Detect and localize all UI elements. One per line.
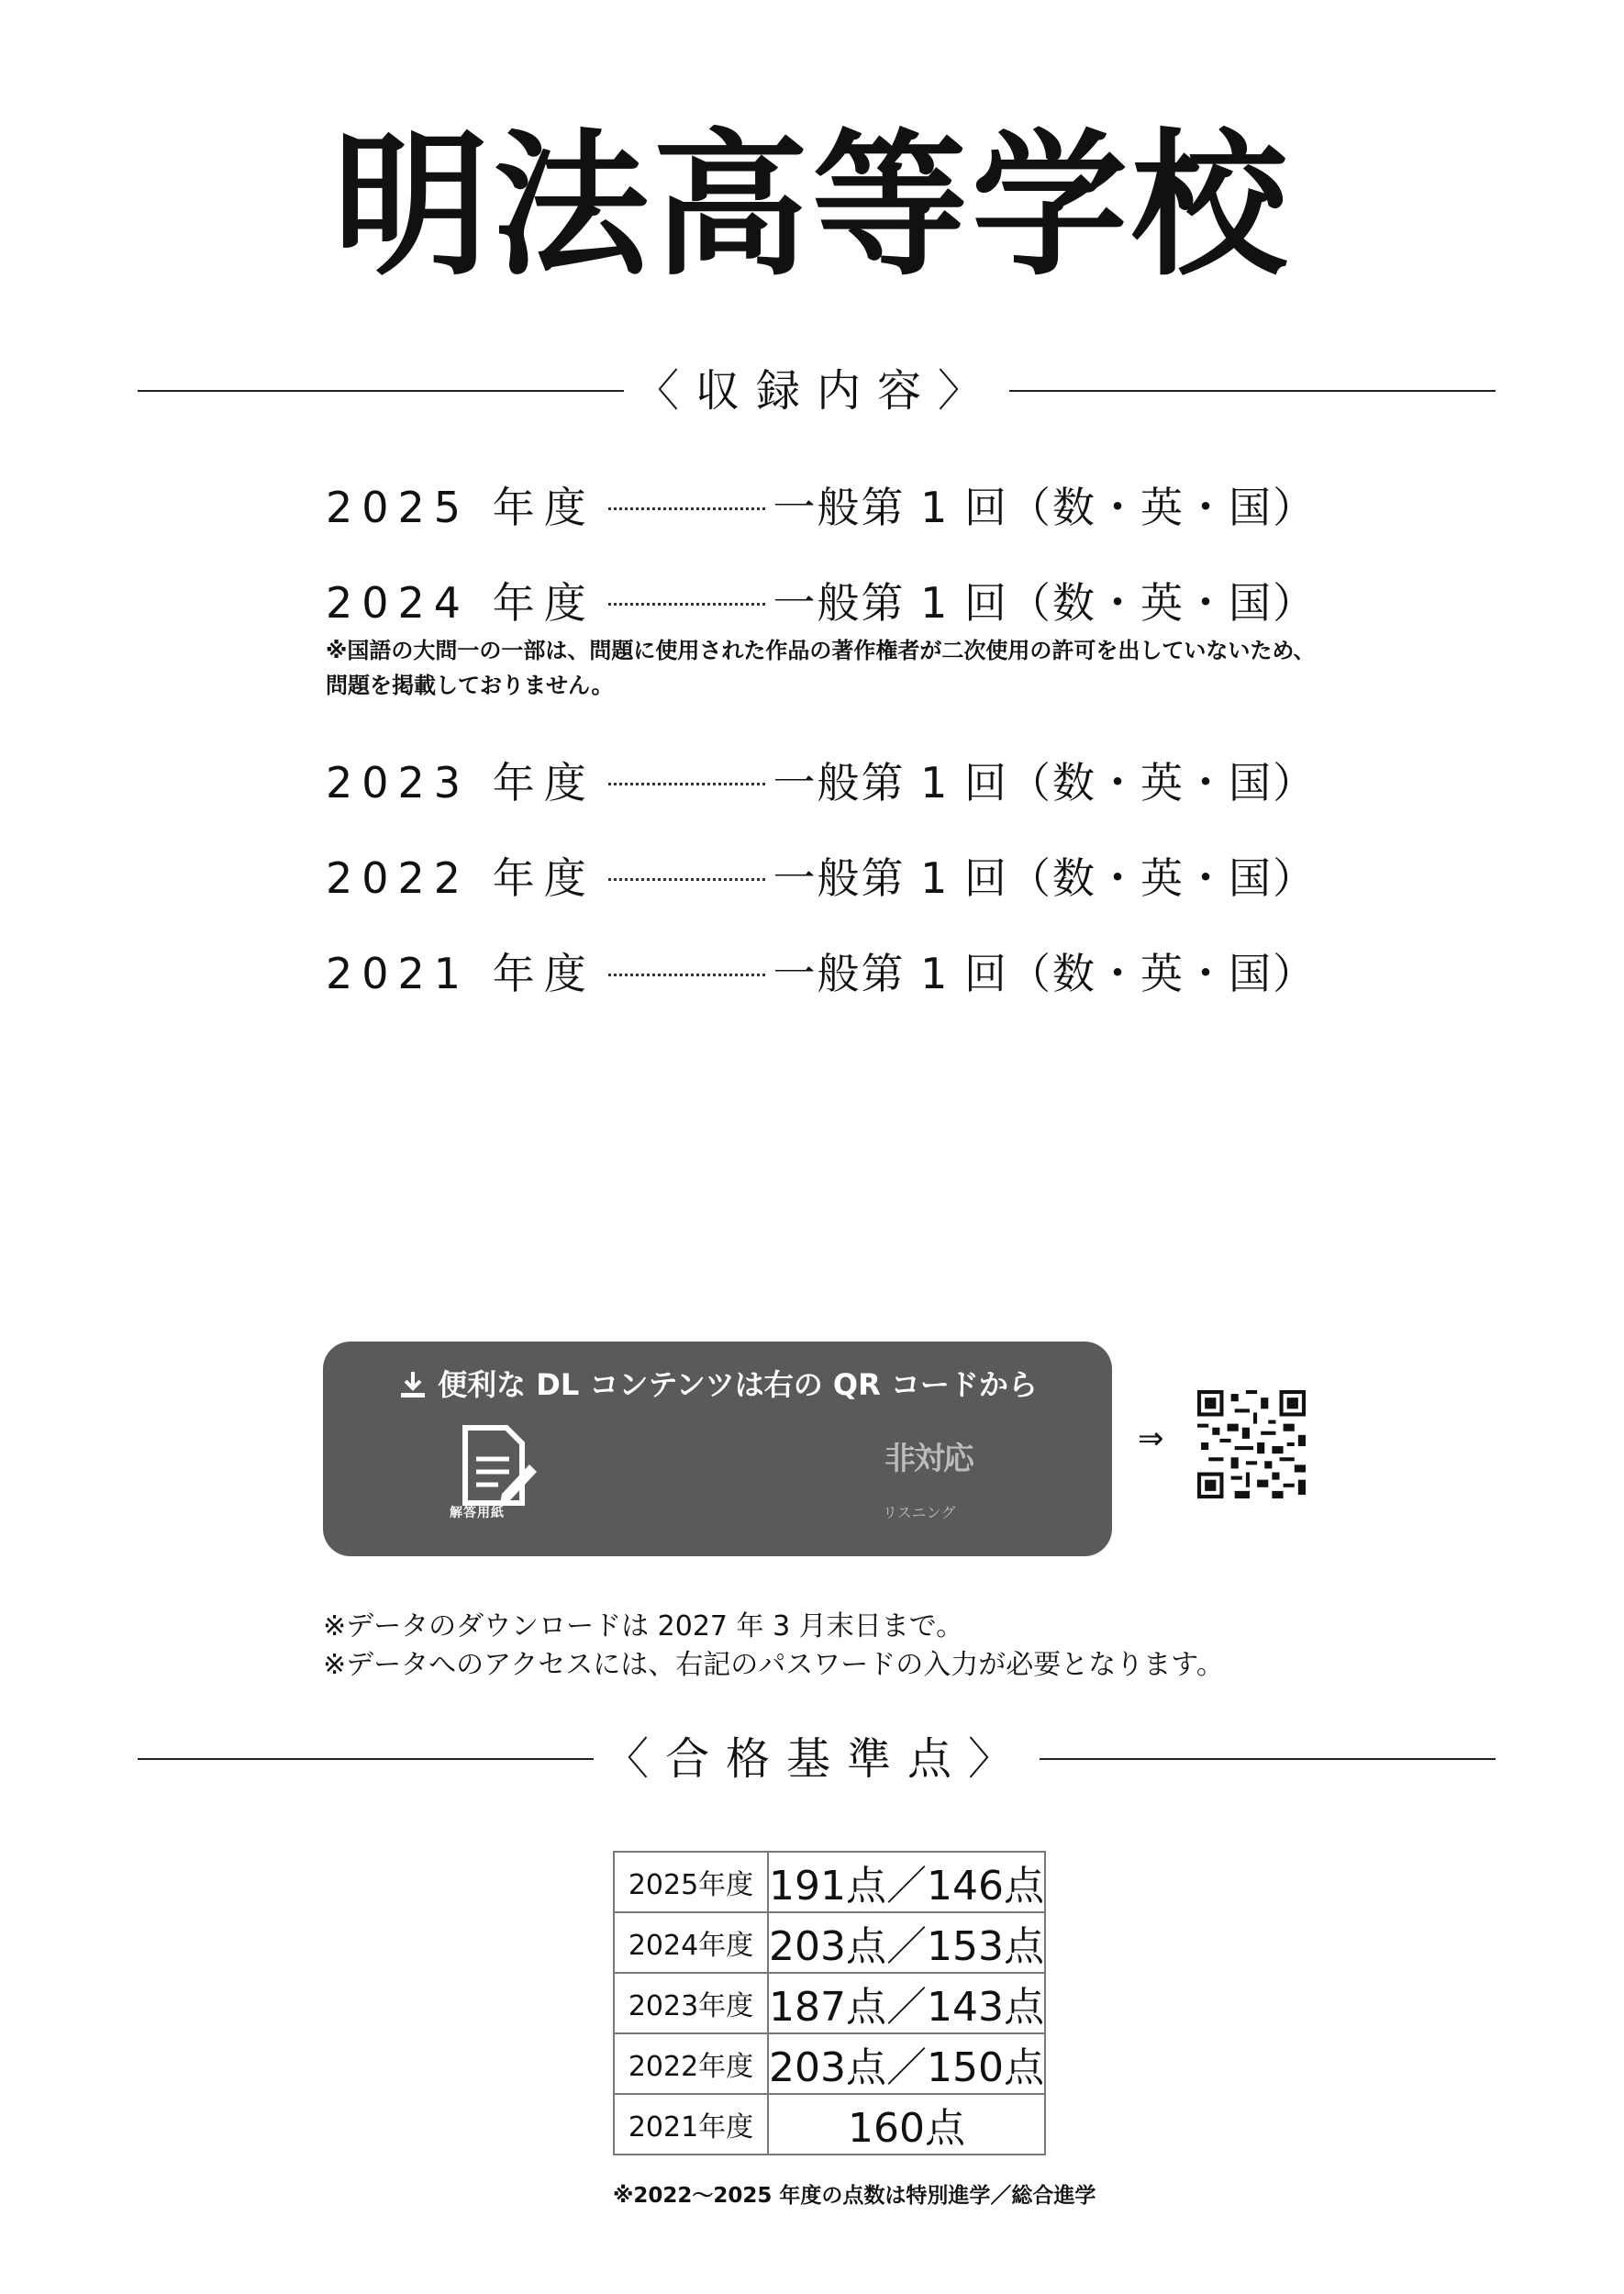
passing-scores-table xyxy=(613,1851,1046,2155)
leader-dots xyxy=(608,507,766,510)
download-notes xyxy=(323,1608,1224,1685)
contents-row-2024 xyxy=(326,573,1317,628)
score-year: 2023年度 xyxy=(614,1973,768,2033)
download-icon xyxy=(397,1369,428,1400)
contents-exam: 一般第 1 回（数・英・国） xyxy=(773,483,1317,532)
contents-list xyxy=(326,477,1317,998)
table-row xyxy=(614,1973,1045,2033)
download-title-text: 便利な DL コンテンツは右の QR コードから xyxy=(438,1367,1038,1402)
arrow-icon: ⇒ xyxy=(1138,1420,1164,1457)
contents-row-2022 xyxy=(326,848,1317,903)
download-note: ※データへのアクセスには、右記のパスワードの入力が必要となります。 xyxy=(323,1649,1224,1681)
contents-heading-label: 〈収録内容〉 xyxy=(624,363,1009,418)
contents-row-2021 xyxy=(326,943,1317,998)
contents-row-2025 xyxy=(326,477,1317,532)
score-year: 2025年度 xyxy=(614,1852,768,1912)
contents-year: 2024 年度 xyxy=(326,578,595,628)
score-value: 191点／146点 xyxy=(768,1852,1045,1912)
score-year: 2021年度 xyxy=(614,2094,768,2155)
listening-label: リスニング xyxy=(883,1504,956,1521)
download-panel-title xyxy=(323,1362,1112,1404)
passing-footnote: ※2022～2025 年度の点数は特別進学／総合進学 xyxy=(613,2184,1096,2208)
contents-year: 2021 年度 xyxy=(326,949,595,998)
table-row xyxy=(614,1912,1045,1973)
leader-dots xyxy=(608,974,766,976)
score-value: 203点／150点 xyxy=(768,2033,1045,2094)
contents-year: 2025 年度 xyxy=(326,483,595,532)
score-year: 2024年度 xyxy=(614,1912,768,1973)
contents-row-2023 xyxy=(326,752,1317,807)
passing-heading-label: 〈合格基準点〉 xyxy=(594,1732,1040,1787)
contents-heading xyxy=(138,363,1496,418)
table-row xyxy=(614,1852,1045,1912)
contents-exam: 一般第 1 回（数・英・国） xyxy=(773,578,1317,628)
leader-dots xyxy=(608,878,766,881)
contents-year: 2022 年度 xyxy=(326,853,595,903)
contents-year: 2023 年度 xyxy=(326,758,595,807)
contents-exam: 一般第 1 回（数・英・国） xyxy=(773,949,1317,998)
answer-sheet-label: 解答用紙 xyxy=(450,1506,505,1520)
table-row xyxy=(614,2094,1045,2155)
page-title: 明法高等学校 xyxy=(332,116,1291,297)
score-value: 187点／143点 xyxy=(768,1973,1045,2033)
download-note: ※データのダウンロードは 2027 年 3 月末日まで。 xyxy=(323,1610,964,1643)
listening-unsupported-stamp: 非対応 xyxy=(884,1441,973,1477)
score-year: 2022年度 xyxy=(614,2033,768,2094)
contents-exam: 一般第 1 回（数・英・国） xyxy=(773,758,1317,807)
qr-code[interactable] xyxy=(1197,1390,1306,1498)
leader-dots xyxy=(608,783,766,785)
table-row xyxy=(614,2033,1045,2094)
contents-note: ※国語の大問一の一部は、問題に使用された作品の著作権者が二次使用の許可を出していないため、問題を掲載しておりません。 xyxy=(326,638,1316,698)
download-panel xyxy=(323,1342,1112,1556)
leader-dots xyxy=(608,603,766,606)
score-value: 203点／153点 xyxy=(768,1912,1045,1973)
passing-heading xyxy=(138,1732,1496,1787)
score-value: 160点 xyxy=(768,2094,1045,2155)
contents-exam: 一般第 1 回（数・英・国） xyxy=(773,853,1317,903)
